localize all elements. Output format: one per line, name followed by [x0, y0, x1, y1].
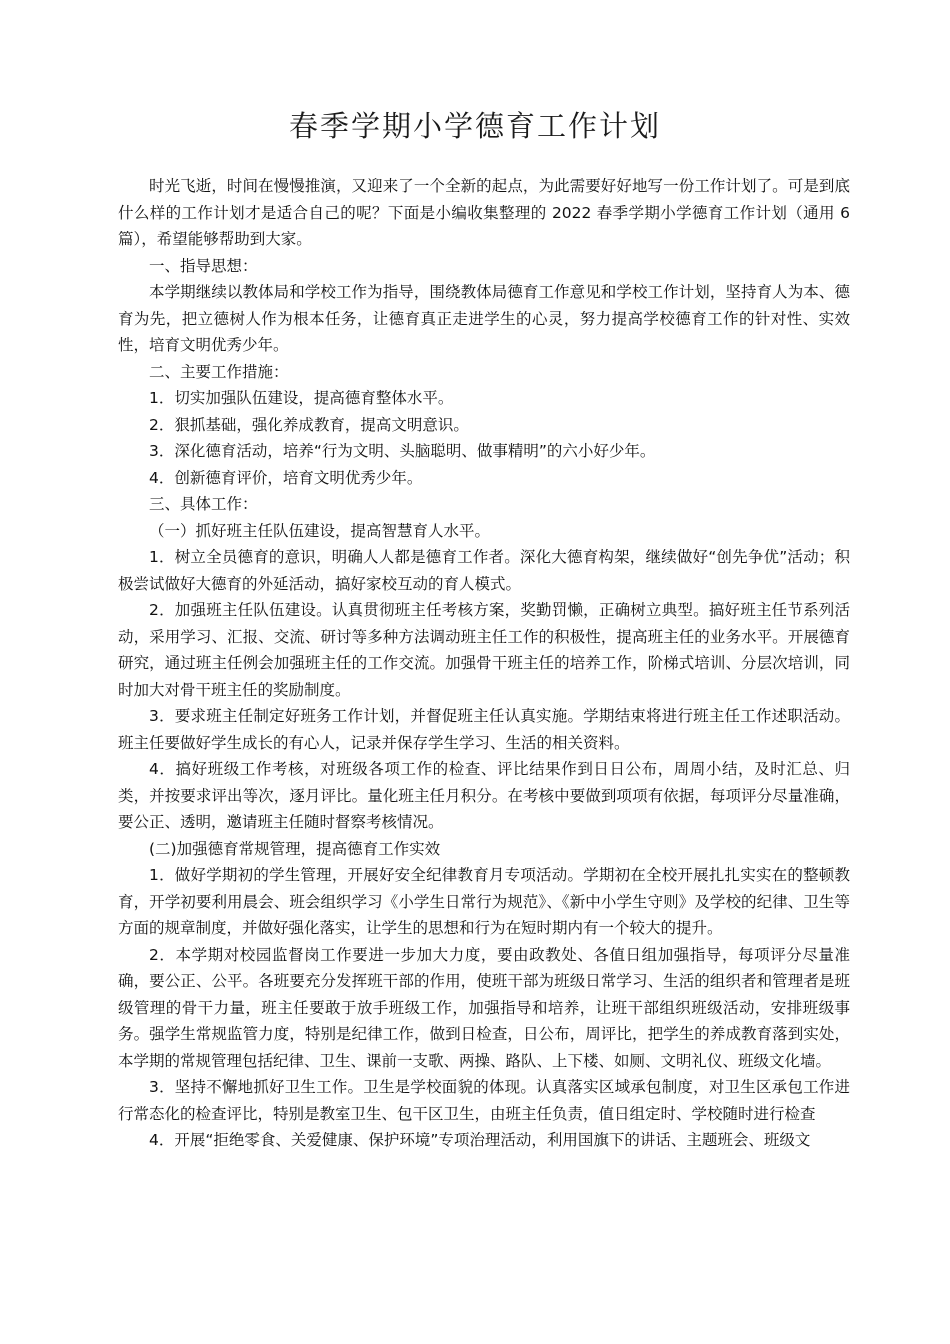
document-title: 春季学期小学德育工作计划: [288, 109, 661, 143]
list-item-measure-2: 2．狠抓基础，强化养成教育，提高文明意识。: [149, 415, 469, 434]
paragraph-section-1-item-2: 2．加强班主任队伍建设。认真贯彻班主任考核方案，奖勤罚懒，正确树立典型。搞好班主任节系列活动，采用学习、汇报、交流、研讨等多种方法调动班主任工作的积极性，提高班主任的业务水平。开展德育研究，通过班主任例会加强班主任的工作交流。加强骨干班主任的培养工作，阶梯式培训、分层次培训，同时加大对骨干班主任的奖励制度。: [118, 601, 850, 699]
subheading-section-2: (二)加强德育常规管理，提高德育工作实效: [149, 839, 441, 858]
list-item-measure-4: 4．创新德育评价，培育文明优秀少年。: [149, 468, 423, 487]
heading-main-measures: 二、主要工作措施：: [149, 362, 289, 381]
paragraph-section-2-item-1: 1．做好学期初的学生管理，开展好安全纪律教育月专项活动。学期初在全校开展扎扎实实在的整顿教育，开学初要利用晨会、班会组织学习《小学生日常行为规范》、《新中小学生守则》及学校的纪律、卫生等方面的规章制度，并做好强化落实，让学生的思想和行为在短时期内有一个较大的提升。: [118, 866, 850, 937]
heading-specific-work: 三、具体工作：: [149, 495, 258, 513]
document-body: [118, 173, 850, 1154]
heading-guiding-thought: 一、指导思想：: [149, 256, 258, 275]
paragraph-section-2-item-4: 4．开展“拒绝零食、关爱健康、保护环境”专项治理活动，利用国旗下的讲话、主题班会、班级文: [149, 1131, 811, 1149]
subheading-section-1: （一）抓好班主任队伍建设，提高智慧育人水平。: [149, 521, 491, 540]
paragraph-section-2-item-3: 3．坚持不懈地抓好卫生工作。卫生是学校面貌的体现。认真落实区域承包制度，对卫生区承包工作进行常态化的检查评比，特别是教室卫生、包干区卫生，由班主任负责，值日组定时、学校随时进行检查: [118, 1078, 850, 1123]
list-item-measure-3: 3．深化德育活动，培养“行为文明、头脑聪明、做事精明”的六小好少年。: [149, 442, 656, 460]
paragraph-section-1-item-4: 4．搞好班级工作考核，对班级各项工作的检查、评比结果作到日日公布，周周小结，及时汇总、归类，并按要求评出等次，逐月评比。量化班主任月积分。在考核中要做到项项有依据，每项评分尽量准确，要公正、透明，邀请班主任随时督察考核情况。: [118, 760, 850, 831]
paragraph-guiding-thought: 本学期继续以教体局和学校工作为指导，围绕教体局德育工作意见和学校工作计划，坚持育人为本、德育为先，把立德树人作为根本任务，让德育真正走进学生的心灵，努力提高学校德育工作的针对性、实效性，培育文明优秀少年。: [118, 283, 850, 354]
paragraph-section-1-item-3: 3．要求班主任制定好班务工作计划，并督促班主任认真实施。学期结束将进行班主任工作述职活动。班主任要做好学生成长的有心人，记录并保存学生学习、生活的相关资料。: [118, 707, 850, 752]
paragraph-section-2-item-2: 2．本学期对校园监督岗工作要进一步加大力度，要由政教处、各值日组加强指导，每项评分尽量准确，要公正、公平。各班要充分发挥班干部的作用，使班干部为班级日常学习、生活的组织者和管理者是班级管理的骨干力量，班主任要敢于放手班级工作，加强指导和培养，让班干部组织班级活动，安排班级事务。强学生常规监管力度，特别是纪律工作，做到日检查，日公布，周评比，把学生的养成教育落到实处，本学期的常规管理包括纪律、卫生、课前一支歌、两操、路队、上下楼、如厕、文明礼仪、班级文化墙。: [118, 945, 850, 1070]
paragraph-section-1-item-1: 1．树立全员德育的意识，明确人人都是德育工作者。深化大德育构架，继续做好“创先争优”活动；积极尝试做好大德育的外延活动，搞好家校互动的育人模式。: [118, 548, 850, 593]
list-item-measure-1: 1．切实加强队伍建设，提高德育整体水平。: [149, 389, 454, 407]
paragraph-intro: 时光飞逝，时间在慢慢推演，又迎来了一个全新的起点，为此需要好好地写一份工作计划了。可是到底什么样的工作计划才是适合自己的呢？下面是小编收集整理的 2022 春季学期小学德育工作计划（通用 6 篇），希望能够帮助到大家。: [118, 177, 850, 248]
